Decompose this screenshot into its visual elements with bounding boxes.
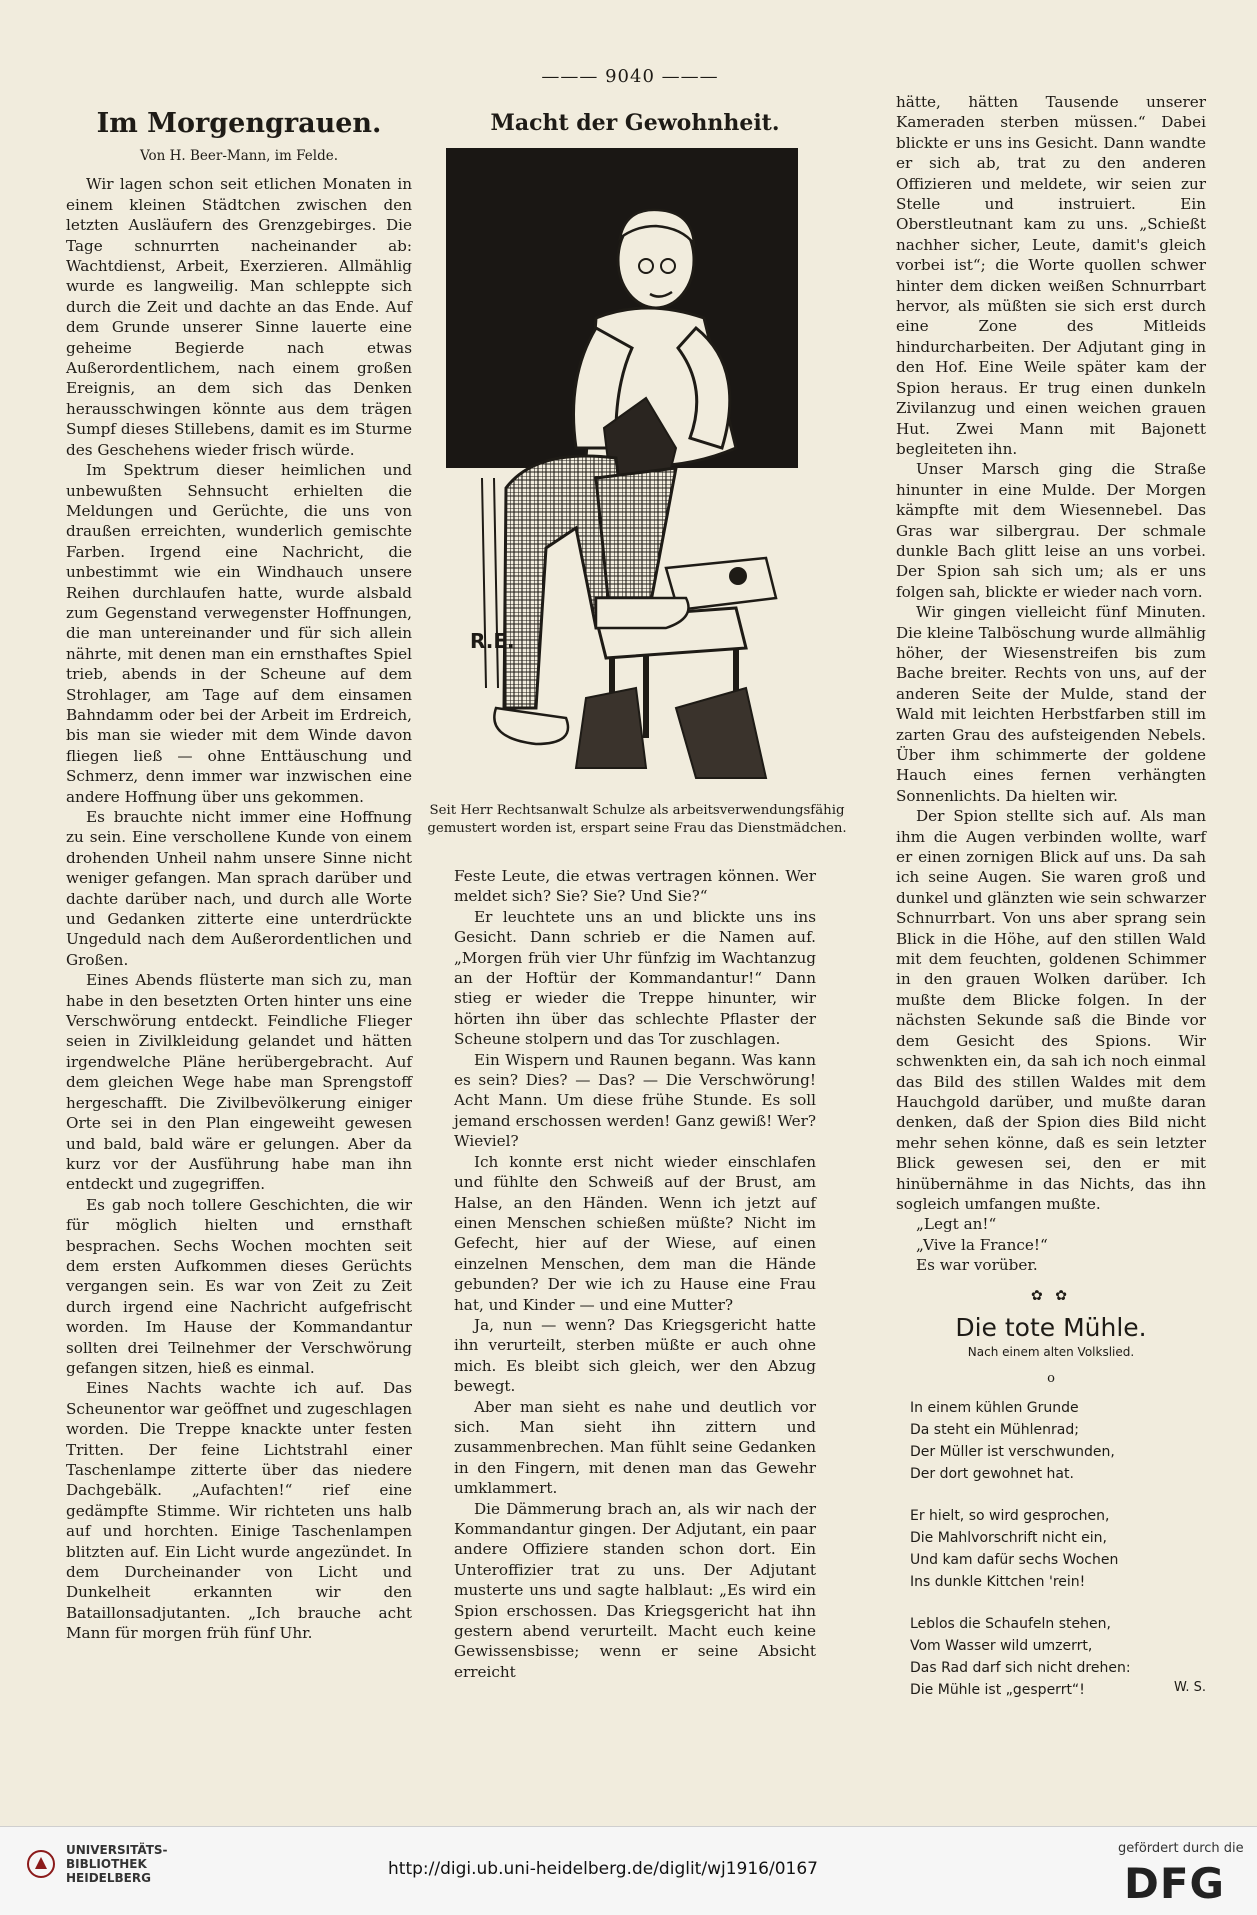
poem-line: In einem kühlen Grunde [910,1400,1079,1417]
dfg-logo[interactable]: DFG [1124,1859,1226,1908]
paragraph: Unser Marsch ging die Straße hinunter in eine Mulde. Der Morgen kämpfte mit dem Wiesennebel. Das Gras war silbergrau. Der schmale dunkle Bach glitt leise an uns vorbei. Der Spion sah sich um; als er uns folgen sah, blickte er wieder nach vorn. [896,460,1206,601]
poem-line: Das Rad darf sich nicht drehen: [910,1660,1131,1677]
poem-body [896,1397,1206,1701]
paragraph: Eines Nachts wachte ich auf. Das Scheunentor war geöffnet und zugeschlagen worden. Die Treppe knackte unter festen Tritten. Der feine Lichtstrahl einer Taschenlampe zitterte über das niedere Dachgebälk. „Aufachten!“ rief eine gedämpfte Stimme. Wir richteten uns halb auf und horchten. Einige Taschenlampen blitzten auf. Ein Licht wurde angezündet. In dem Durcheinander von Licht und Dunkelheit erkannten wir den Bataillonsadjutanten. „Ich brauche acht Mann für morgen früh fünf Uhr. [66,1379,412,1643]
permalink-url[interactable]: http://digi.ub.uni-heidelberg.de/diglit/wj1916/0167 [388,1859,818,1879]
poem-title: Die tote Mühle. [955,1312,1147,1342]
page-number: ——— 9040 ——— [541,66,719,87]
cartoon-title: Macht der Gewohnheit. [490,110,780,136]
paragraph: Es war vorüber. [916,1256,1038,1275]
paragraph: „Vive la France!“ [916,1235,1048,1254]
university-seal-icon[interactable] [26,1849,56,1879]
poem-subtitle: Nach einem alten Volkslied. [967,1345,1135,1360]
institution-line: HEIDELBERG [66,1871,151,1885]
artist-signature: R.E. [470,629,515,653]
viewer-footer [0,1826,1257,1915]
paragraph: Der Spion stellte sich auf. Als man ihm die Augen verbinden wollte, warf er einen zornigen Blick auf uns. Da sah ich seine Augen. Sie waren groß und dunkel und glänzten wie sein schwarzer Schnurrbart. Von uns aber sprang sein Blick in die Höhe, auf den stillen Wald mit dem feuchten, goldenen Schimmer in den grauen Wolken darüber. Ich mußte dem Blicke folgen. In der nächsten Sekunde saß die Binde vor dem Gesicht des Spions. Wir schwenkten ein, da sah ich noch einmal das Bild des stillen Waldes mit dem Hauchgold darüber, und mußte daran denken, daß der Spion dies Bild nicht mehr sehen könne, daß es sein letzter Blick gewesen sei, den er mit hinübernähme in das Nichts, das ihn sogleich umfangen mußte. [896,807,1206,1213]
funding-label: gefördert durch die [1118,1841,1244,1856]
paragraph: „Legt an!“ [916,1215,997,1234]
paragraph: Wir gingen vielleicht fünf Minuten. Die kleine Talböschung wurde allmählig höher, der Wiesenstreifen bis zum Bache breiter. Rechts von uns, auf der anderen Seite der Mulde, stand der Wald mit leichten Herbstfarben still im zarten Grau des aufsteigenden Nebels. Über ihm schimmerte der goldene Hauch eines fernen verhängten Sonnenlichts. Da hielten wir. [896,603,1206,805]
poem-line: Da steht ein Mühlenrad; [910,1422,1079,1439]
poem-line: Der dort gewohnet hat. [910,1466,1074,1483]
university-library-name[interactable] [66,1843,168,1885]
paragraph: Aber man sieht es nahe und deutlich vor sich. Man sieht ihn zittern und zusammenbrechen. Man fühlt seine Gedanken in den Fingern, mit denen man das Gewehr umklammert. [454,1397,816,1498]
poem-line: Leblos die Schaufeln stehen, [910,1616,1111,1633]
poem-signature: W. S. [1173,1680,1206,1696]
poem-line: Ins dunkle Kittchen 'rein! [910,1574,1086,1591]
poem-stanza [910,1505,1206,1593]
poem-stanza [910,1613,1206,1701]
article-title: Im Morgengrauen. [96,108,382,139]
cartoon-illustration [446,148,798,792]
poem-line: Vom Wasser wild umzerrt, [910,1638,1093,1655]
article-column-2 [454,866,816,1682]
paragraph: Es brauchte nicht immer eine Hoffnung zu sein. Eine verschollene Kunde von einem drohenden Unheil nahm unsere Sinne nicht weniger gefangen. Man sprach darüber und dachte darüber nach, und durch alle Worte und Gedanken zitterte eine unterdrückte Ungeduld nach dem Außerordentlichen und Großen. [66,808,412,969]
paragraph: Feste Leute, die etwas vertragen können. Wer meldet sich? Sie? Sie? Und Sie?“ [454,867,816,906]
poem-stanza [910,1397,1206,1485]
paragraph: Im Spektrum dieser heimlichen und unbewußten Sehnsucht erhielten die Meldungen und Gerüchte, die uns von draußen erreichten, wunderlich gemischte Farben. Irgend eine Nachricht, die unbestimmt wie ein Windhauch unsere Reihen durchlaufen hatte, wurde alsbald zum Gegenstand verwegenster Hoffnungen, die man untereinander und für sich allein nährte, mit denen man ein ernsthaftes Spiel trieb, abends in der Scheune auf dem Strohlager, am Tage auf dem einsamen Bahndamm oder bei der Arbeit im Erdreich, bis man sie wieder mit dem Winde davon fliegen ließ — ohne Enttäuschung und Schmerz, denn immer war inzwischen eine andere Hoffnung über uns gekommen. [66,461,412,806]
article-byline: Von H. Beer-Mann, im Felde. [139,148,338,164]
cartoon-caption: Seit Herr Rechtsanwalt Schulze als arbeitsverwendungsfähig gemustert worden ist, erspart seine Frau das Dienstmädchen. [427,803,847,836]
poem-ornament: o [1047,1370,1055,1386]
paragraph: Wir lagen schon seit etlichen Monaten in einem kleinen Städtchen zwischen den letzten Ausläufern des Grenzgebirges. Die Tage schnurrten nacheinander ab: Wachtdienst, Arbeit, Exerzieren. Allmählig wurde es langweilig. Man schleppte sich durch die Zeit und dachte an das Ende. Auf dem Grunde unserer Sinne lauerte eine geheime Begierde nach etwas Außerordentlichem, nach einem großen Ereignis, an dem sich das Denken herausschwingen könnte aus dem trägen Sumpf dieses Stillebens, damit es im Sturme des Geschehens wieder frisch würde. [66,175,412,459]
poem-line: Die Mühle ist „gesperrt“! [910,1682,1085,1699]
institution-line: BIBLIOTHEK [66,1857,147,1871]
paragraph: Er leuchtete uns an und blickte uns ins Gesicht. Dann schrieb er die Namen auf. „Morgen früh vier Uhr fünfzig im Wachtanzug an der Hoftür der Kommandantur!“ Dann stieg er wieder die Treppe hinunter, wir hörten ihn über das schlechte Pflaster der Scheune stolpern und das Tor zuschlagen. [454,907,816,1049]
poem-line: Er hielt, so wird gesprochen, [910,1508,1110,1525]
poem-line: Die Mahlvorschrift nicht ein, [910,1530,1107,1547]
paragraph: Es gab noch tollere Geschichten, die wir für möglich hielten und ernsthaft besprachen. Sechs Wochen mochten seit dem ersten Aufkommen dieses Gerüchts vergangen sein. Es war von Zeit zu Zeit durch irgend eine Nachricht aufgefrischt worden. Im Hause der Kommandantur sollten drei Teilnehmer der Verschwörung gefangen sitzen, hieß es einmal. [66,1195,412,1377]
paragraph: Ja, nun — wenn? Das Kriegsgericht hatte ihn verurteilt, sterben müßte er auch ohne mich. Es bleibt sich gleich, wer den Abzug bewegt. [454,1315,816,1396]
paragraph: Eines Abends flüsterte man sich zu, man habe in den besetzten Orten hinter uns eine Verschwörung entdeckt. Feindliche Flieger seien in Zivilkleidung gelandet und hätten irgendwelche Pläne herübergebracht. Auf dem gleichen Wege habe man Sprengstoff hergeschafft. Die Zivilbevölkerung einiger Orte sei in den Plan eingeweiht gewesen und bald, bald wäre er gelungen. Aber da kurz vor der Ausführung habe man ihn entdeckt und zugegriffen. [66,971,412,1194]
paragraph: Die Dämmerung brach an, als wir nach der Kommandantur gingen. Der Adjutant, ein paar andere Offiziere standen schon dort. Ein Unteroffizier trat zu uns. Der Adjutant musterte uns und sagte halblaut: „Es wird ein Spion erschossen. Das Kriegsgericht hat ihn gestern abend verurteilt. Macht euch keine Gewissensbisse; wenn er seine Absicht erreicht [454,1499,816,1681]
article-column-1 [66,108,412,1644]
paragraph: Ich konnte erst nicht wieder einschlafen und fühlte den Schweiß auf der Brust, am Halse, an den Händen. Wenn ich jetzt auf einen Menschen schießen müßte? Nicht im Gefecht, hier auf der Wiese, auf einen einzelnen Menschen, dem man die Hände gebunden? Der wie ich zu Hause eine Frau hat, und Kinder — und eine Mutter? [454,1152,816,1314]
paragraph: hätte, hätten Tausende unserer Kameraden sterben müssen.“ Dabei blickte er uns ins Gesicht. Dann wandte er sich ab, trat zu den anderen Offizieren und meldete, wir seien zur Stelle und instruiert. Ein Oberstleutnant kam zu uns. „Schießt nachher sicher, Leute, damit's gleich vorbei ist“; die Worte quollen schwer hinter dem dicken weißen Schnurrbart hervor, als müßten sie sich erst durch eine Zone des Mitleids hindurcharbeiten. Der Adjutant ging in den Hof. Eine Weile später kam der Spion heraus. Er trug einen dunkeln Zivilanzug und einen weichen grauen Hut. Zwei Mann mit Bajonett begleiteten ihn. [896,93,1206,458]
institution-line: UNIVERSITÄTS- [66,1843,168,1857]
paragraph: Ein Wispern und Raunen begann. Was kann es sein? Dies? — Das? — Die Verschwörung! Acht Mann. Um diese frühe Stunde. Es soll jemand erschossen werden! Ganz gewiß! Wer? Wieviel? [454,1050,816,1151]
poem-line: Und kam dafür sechs Wochen [910,1552,1119,1569]
article-column-3 [896,92,1206,1721]
section-divider: ✿ ✿ [1031,1287,1071,1304]
poem-line: Der Müller ist verschwunden, [910,1444,1115,1461]
